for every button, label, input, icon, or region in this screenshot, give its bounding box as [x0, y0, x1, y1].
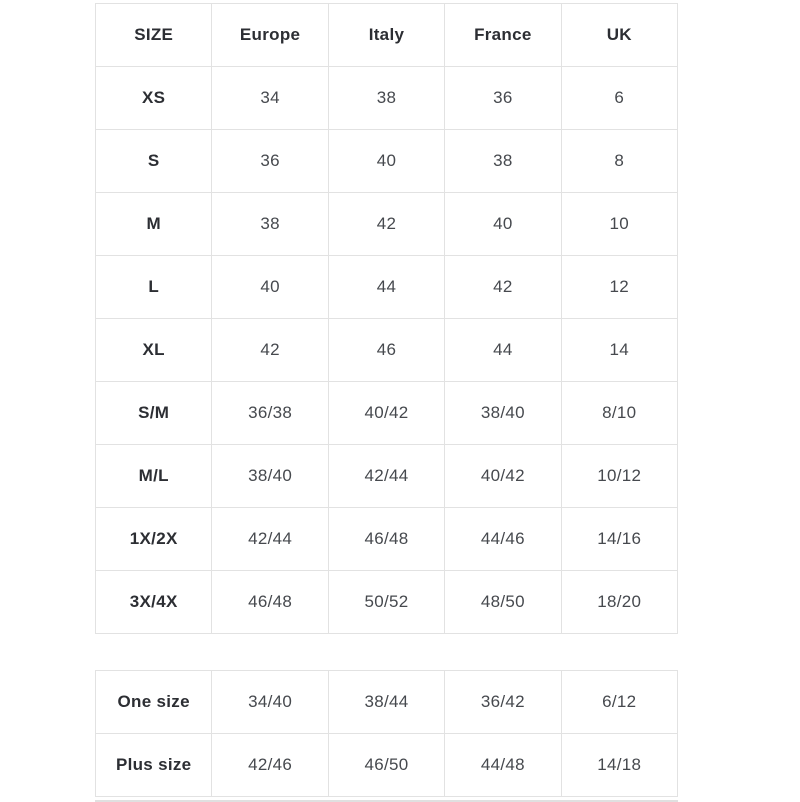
- table-row: [96, 382, 678, 445]
- row-label: S/M: [96, 382, 212, 445]
- table-row: [96, 571, 678, 634]
- size-cell: 8/10: [561, 382, 677, 445]
- special-sizes-table: [95, 670, 678, 797]
- size-cell: 40: [445, 193, 561, 256]
- row-label: M/L: [96, 445, 212, 508]
- column-header-europe: Europe: [212, 4, 328, 67]
- table-row: [96, 508, 678, 571]
- size-cell: 40: [328, 130, 444, 193]
- column-header-uk: UK: [561, 4, 677, 67]
- table-row: [96, 193, 678, 256]
- column-header-france: France: [445, 4, 561, 67]
- size-cell: 48/50: [445, 571, 561, 634]
- table-row: [96, 319, 678, 382]
- size-cell: 46/48: [328, 508, 444, 571]
- column-header-italy: Italy: [328, 4, 444, 67]
- size-cell: 38/40: [212, 445, 328, 508]
- row-label: M: [96, 193, 212, 256]
- row-label: Plus size: [96, 734, 212, 797]
- table-row: [96, 130, 678, 193]
- size-cell: 46/48: [212, 571, 328, 634]
- table-row: [96, 256, 678, 319]
- size-cell: 44: [328, 256, 444, 319]
- size-cell: 34/40: [212, 671, 328, 734]
- table-row: [96, 671, 678, 734]
- size-conversion-table: [95, 3, 678, 634]
- size-cell: 36: [212, 130, 328, 193]
- size-cell: 36/42: [445, 671, 561, 734]
- size-cell: 14: [561, 319, 677, 382]
- column-header-size: SIZE: [96, 4, 212, 67]
- row-label: XS: [96, 67, 212, 130]
- size-cell: 44: [445, 319, 561, 382]
- size-cell: 46: [328, 319, 444, 382]
- size-cell: 36: [445, 67, 561, 130]
- size-cell: 42/44: [328, 445, 444, 508]
- table-row: [96, 445, 678, 508]
- size-cell: 10: [561, 193, 677, 256]
- size-conversion-chart: [95, 3, 678, 802]
- table-row: [96, 734, 678, 797]
- size-cell: 8: [561, 130, 677, 193]
- row-label: One size: [96, 671, 212, 734]
- size-cell: 38: [212, 193, 328, 256]
- row-label: 3X/4X: [96, 571, 212, 634]
- size-cell: 40: [212, 256, 328, 319]
- table-row: [96, 67, 678, 130]
- size-cell: 10/12: [561, 445, 677, 508]
- size-cell: 44/46: [445, 508, 561, 571]
- size-cell: 6/12: [561, 671, 677, 734]
- size-cell: 42/44: [212, 508, 328, 571]
- size-cell: 6: [561, 67, 677, 130]
- size-cell: 38/40: [445, 382, 561, 445]
- size-cell: 44/48: [445, 734, 561, 797]
- size-cell: 42: [212, 319, 328, 382]
- size-cell: 42/46: [212, 734, 328, 797]
- size-cell: 42: [445, 256, 561, 319]
- row-label: 1X/2X: [96, 508, 212, 571]
- size-cell: 46/50: [328, 734, 444, 797]
- size-cell: 50/52: [328, 571, 444, 634]
- size-cell: 14/18: [561, 734, 677, 797]
- size-cell: 42: [328, 193, 444, 256]
- size-cell: 40/42: [328, 382, 444, 445]
- size-cell: 38: [445, 130, 561, 193]
- header-row: [96, 4, 678, 67]
- row-label: XL: [96, 319, 212, 382]
- row-label: S: [96, 130, 212, 193]
- size-cell: 14/16: [561, 508, 677, 571]
- size-cell: 38: [328, 67, 444, 130]
- row-label: L: [96, 256, 212, 319]
- size-cell: 12: [561, 256, 677, 319]
- size-cell: 38/44: [328, 671, 444, 734]
- size-cell: 40/42: [445, 445, 561, 508]
- size-cell: 36/38: [212, 382, 328, 445]
- table-gap: [95, 634, 678, 670]
- size-cell: 34: [212, 67, 328, 130]
- size-cell: 18/20: [561, 571, 677, 634]
